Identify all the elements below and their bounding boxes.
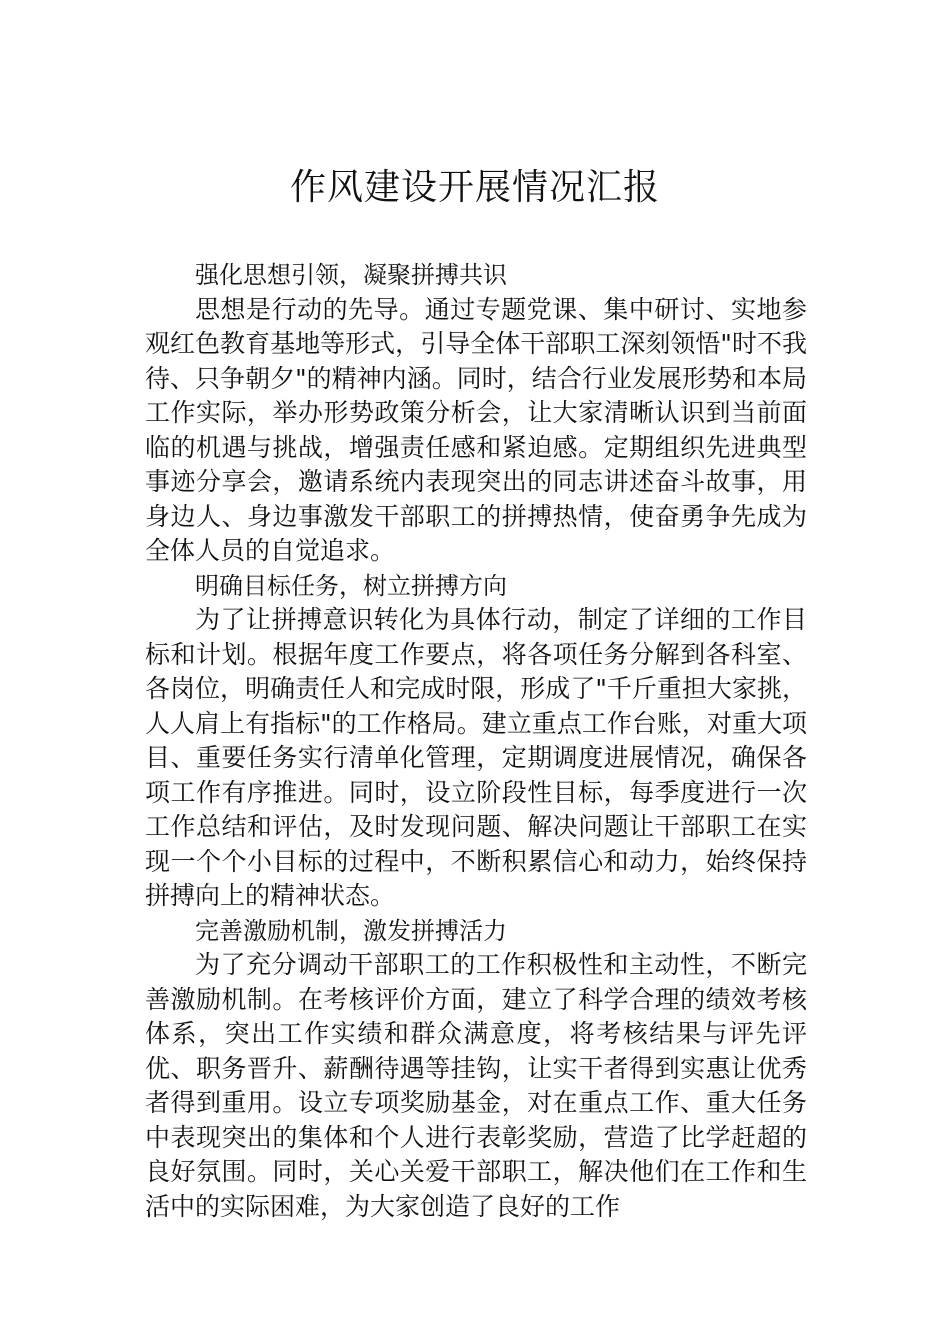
section-paragraph-3: 为了充分调动干部职工的工作积极性和主动性，不断完善激励机制。在考核评价方面，建立了科学合理的绩效考核体系，突出工作实绩和群众满意度，将考核结果与评先评优、职务晋升、薪酬待遇等挂钩，让实干者得到实惠让优秀者得到重用。设立专项奖励基金，对在重点工作、重大任务中表现突出的集体和个人进行表彰奖励，营造了比学赶超的良好氛围。同时，关心关爱干部职工，解决他们在工作和生活中的实际困难，为大家创造了良好的工作 [145, 950, 807, 1221]
section-heading-1: 强化思想引领，凝聚拼搏共识 [195, 261, 507, 289]
section-heading-2: 明确目标任务，树立拼搏方向 [195, 571, 507, 600]
section-paragraph-2: 为了让拼搏意识转化为具体行动，制定了详细的工作目标和计划。根据年度工作要点，将各项任务分解到各科室、各岗位，明确责任人和完成时限，形成了"千斤重担大家挑，人人肩上有指标"的工作格局。建立重点工作台账，对重大项目、重要任务实行清单化管理，定期调度进展情况，确保各项工作有序推进。同时，设立阶段性目标，每季度进行一次工作总结和评估，及时发现问题、解决问题让干部职工在实现一个个小目标的过程中，不断积累信心和动力，始终保持拼搏向上的精神状态。 [145, 605, 807, 910]
document-title: 作风建设开展情况汇报 [289, 167, 660, 208]
section-heading-3: 完善激励机制，激发拼搏活力 [195, 916, 507, 945]
section-paragraph-1: 思想是行动的先导。通过专题党课、集中研讨、实地参观红色教育基地等形式，引导全体干部职工深刻领悟"时不我待、只争朝夕"的精神内涵。同时，结合行业发展形势和本局工作实际，举办形势政策分析会，让大家清晰认识到当前面临的机遇与挑战，增强责任感和紧迫感。定期组织先进典型事迹分享会，邀请系统内表现突出的同志讲述奋斗故事，用身边人、身边事激发干部职工的拼搏热情，使奋勇争先成为全体人员的自觉追求。 [145, 294, 807, 565]
document-body [145, 258, 807, 1224]
